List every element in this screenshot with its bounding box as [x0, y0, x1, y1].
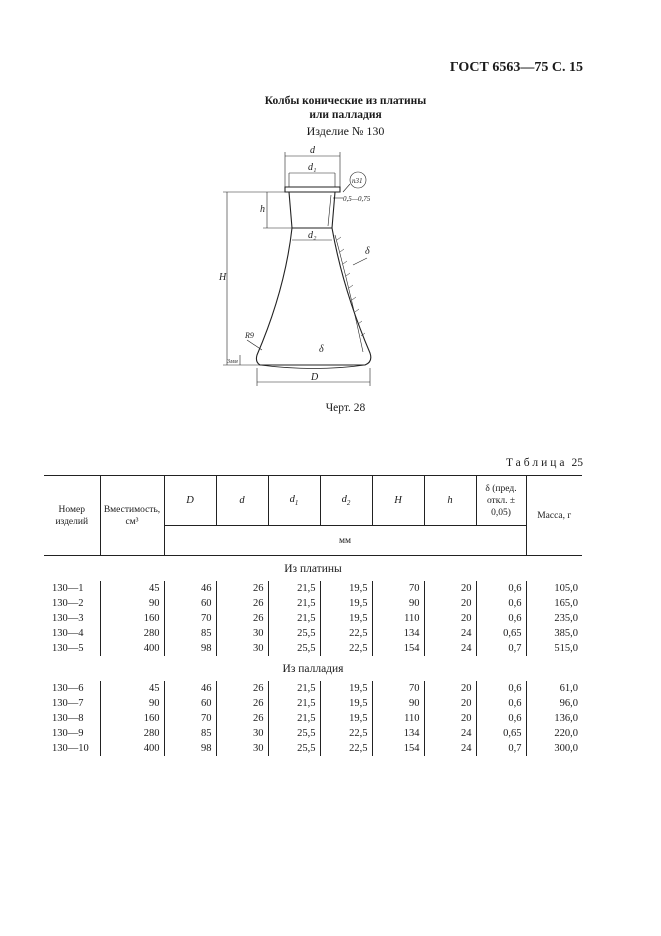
section-title: Из платины [284, 563, 342, 575]
table-cell: 21,5 [268, 681, 320, 696]
page-header: ГОСТ 6563—75 С. 15 [449, 60, 583, 75]
table-cell: 26 [216, 596, 268, 611]
header-d2: $d_2$ [320, 476, 372, 526]
table-cell: 136,0 [526, 711, 582, 726]
header-delta: δ (пред. откл. ± 0,05) [476, 476, 526, 526]
table-cell: 19,5 [320, 696, 372, 711]
label-R9: R9 [245, 331, 254, 340]
table-cell: 85 [164, 726, 216, 741]
table-cell: 70 [372, 681, 424, 696]
table-row [44, 696, 582, 711]
table-cell: 45 [100, 681, 164, 696]
table-cell: 130—7 [52, 698, 84, 709]
header-d1: $d_1$ [268, 476, 320, 526]
table-cell: 0,6 [476, 581, 526, 596]
table-cell: 130—8 [52, 713, 84, 724]
label-delta-small: δ [319, 344, 324, 355]
table-cell: 96,0 [526, 696, 582, 711]
table-cell: 385,0 [526, 626, 582, 641]
table-cell: 90 [372, 696, 424, 711]
table-cell: 25,5 [268, 641, 320, 656]
table-cell: 46 [164, 581, 216, 596]
header-H: H [372, 476, 424, 526]
table-cell: 130—6 [52, 683, 84, 694]
table-cell: 70 [164, 611, 216, 626]
table-cell: 130—10 [52, 743, 89, 754]
table-cell: 20 [424, 696, 476, 711]
table-cell: 20 [424, 596, 476, 611]
header-h: h [424, 476, 476, 526]
table-cell: 130—5 [52, 643, 84, 654]
table-cell: 154 [372, 641, 424, 656]
header-d: d [216, 476, 268, 526]
table-cell: 19,5 [320, 681, 372, 696]
table-cell: 154 [372, 741, 424, 756]
table-cell: 134 [372, 726, 424, 741]
table-row [44, 596, 582, 611]
table-cell: 22,5 [320, 741, 372, 756]
table-cell: 98 [164, 741, 216, 756]
label-d: d [310, 145, 315, 156]
table-cell: 515,0 [526, 641, 582, 656]
table-row [44, 741, 582, 756]
table-cell: 0,6 [476, 611, 526, 626]
table-cell: 61,0 [526, 681, 582, 696]
flask-drawing [215, 140, 385, 400]
figure-title: Колбы конические из платины [264, 95, 427, 107]
table-row [44, 581, 582, 596]
table-cell: 300,0 [526, 741, 582, 756]
figure-title-continued: или палладия [309, 109, 382, 121]
table-cell: 0,6 [476, 596, 526, 611]
table-cell: 21,5 [268, 711, 320, 726]
table-cell: 20 [424, 581, 476, 596]
table-cell: 21,5 [268, 581, 320, 596]
table-cell: 30 [216, 741, 268, 756]
table-cell: 130—9 [52, 728, 84, 739]
table-cell: 220,0 [526, 726, 582, 741]
table-cell: 25,5 [268, 741, 320, 756]
table-row [44, 711, 582, 726]
table-label-text: Таблица [505, 457, 568, 469]
table-cell: 30 [216, 626, 268, 641]
table-cell: 0,6 [476, 696, 526, 711]
table-cell: 26 [216, 711, 268, 726]
table-cell: 0,65 [476, 726, 526, 741]
table-cell: 280 [100, 726, 164, 741]
header-D: D [164, 476, 216, 526]
header-mass: Масса, г [526, 476, 582, 556]
label-n31: n31 [352, 177, 363, 185]
table-cell: 22,5 [320, 726, 372, 741]
table-cell: 21,5 [268, 611, 320, 626]
table-cell: 110 [372, 711, 424, 726]
table-cell: 0,7 [476, 741, 526, 756]
table-cell: 130—4 [52, 628, 84, 639]
header-item-no: Номер изделий [44, 476, 100, 556]
table-cell: 130—3 [52, 613, 84, 624]
table-cell: 130—2 [52, 598, 84, 609]
table-cell: 20 [424, 611, 476, 626]
table-cell: 85 [164, 626, 216, 641]
table-cell: 26 [216, 581, 268, 596]
table-cell: 30 [216, 726, 268, 741]
label-H: H [219, 272, 227, 283]
table-cell: 105,0 [526, 581, 582, 596]
table-cell: 98 [164, 641, 216, 656]
table-body [44, 556, 582, 757]
label-thickness: 0,5—0,75 [343, 195, 371, 203]
table-cell: 60 [164, 696, 216, 711]
label-d2: d₂ [308, 230, 317, 241]
table-cell: 22,5 [320, 641, 372, 656]
table-cell: 160 [100, 711, 164, 726]
table-cell: 0,6 [476, 681, 526, 696]
table-cell: 90 [100, 696, 164, 711]
table-row [44, 681, 582, 696]
table-cell: 25,5 [268, 626, 320, 641]
table-cell: 400 [100, 641, 164, 656]
table-cell: 30 [216, 641, 268, 656]
table-number: 25 [571, 457, 583, 469]
table-section-title [44, 556, 582, 582]
figure-caption: Черт. 28 [325, 402, 366, 414]
data-table [44, 475, 582, 756]
table-cell: 25,5 [268, 726, 320, 741]
label-D: D [311, 372, 319, 383]
table-cell: 70 [164, 711, 216, 726]
label-h: h [260, 204, 265, 215]
table-cell: 134 [372, 626, 424, 641]
table-section-title [44, 656, 582, 681]
table-cell: 90 [372, 596, 424, 611]
table-cell: 0,65 [476, 626, 526, 641]
table-cell: 24 [424, 726, 476, 741]
table-cell: 26 [216, 611, 268, 626]
table-cell: 20 [424, 711, 476, 726]
table-cell: 280 [100, 626, 164, 641]
table-cell: 45 [100, 581, 164, 596]
table-cell: 19,5 [320, 611, 372, 626]
table-cell: 24 [424, 641, 476, 656]
table-cell: 22,5 [320, 626, 372, 641]
header-capacity: Вместимость, см³ [100, 476, 164, 556]
table-cell: 24 [424, 626, 476, 641]
header-unit: мм [164, 526, 526, 556]
table-row [44, 626, 582, 641]
table-cell: 26 [216, 681, 268, 696]
table-cell: 19,5 [320, 711, 372, 726]
table-row [44, 611, 582, 626]
table-cell: 235,0 [526, 611, 582, 626]
table-cell: 21,5 [268, 596, 320, 611]
table-cell: 21,5 [268, 696, 320, 711]
table-cell: 0,6 [476, 711, 526, 726]
section-title: Из палладия [282, 663, 344, 675]
table-cell: 19,5 [320, 596, 372, 611]
table-cell: 90 [100, 596, 164, 611]
label-delta: δ [365, 246, 370, 257]
table-cell: 20 [424, 681, 476, 696]
table-cell: 400 [100, 741, 164, 756]
table-cell: 160 [100, 611, 164, 626]
table-cell: 24 [424, 741, 476, 756]
table-cell: 165,0 [526, 596, 582, 611]
table-cell: 46 [164, 681, 216, 696]
label-d1: d₁ [308, 162, 317, 173]
table-cell: 0,7 [476, 641, 526, 656]
table-cell: 110 [372, 611, 424, 626]
label-h-small: 3мм [227, 359, 238, 365]
table-cell: 19,5 [320, 581, 372, 596]
table-cell: 26 [216, 696, 268, 711]
table-cell: 130—1 [52, 583, 84, 594]
table-row [44, 726, 582, 741]
table-label [506, 457, 583, 469]
table-row [44, 641, 582, 656]
table-cell: 60 [164, 596, 216, 611]
table-cell: 70 [372, 581, 424, 596]
item-number: Изделие № 130 [306, 124, 385, 138]
